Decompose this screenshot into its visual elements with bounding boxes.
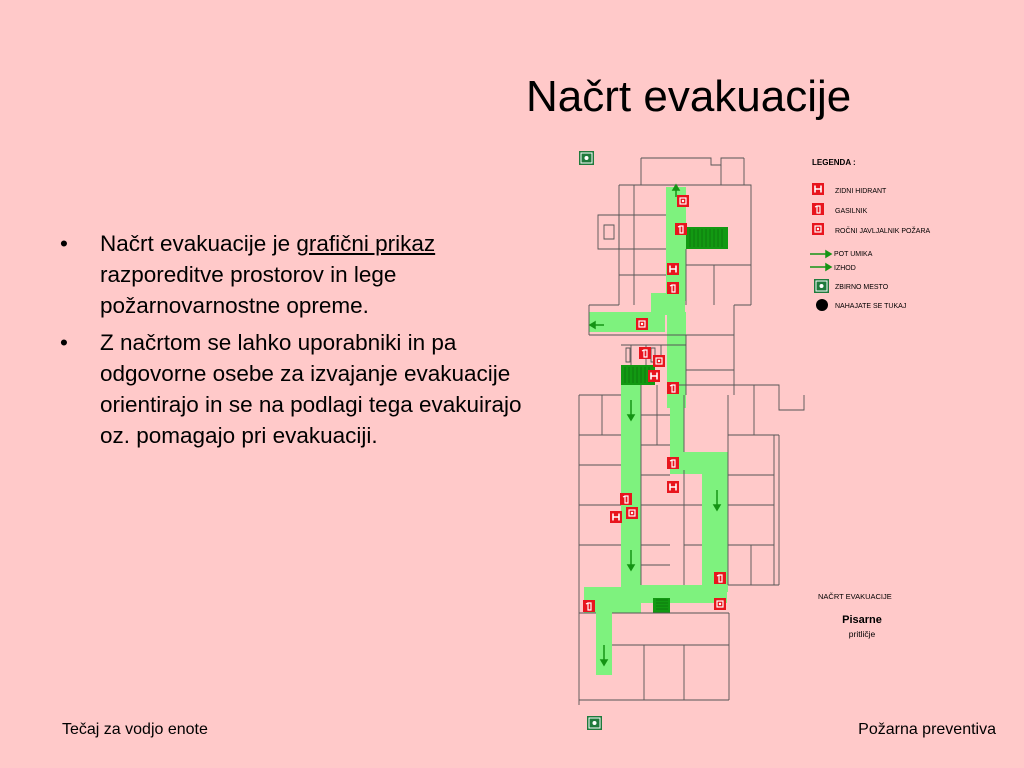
footer-right-text: Požarna preventiva [858, 721, 996, 738]
legend-item-exit: IZHOD [834, 265, 856, 272]
you-are-here-icon [816, 299, 828, 311]
slide-title: Načrt evakuacije [526, 72, 852, 121]
legend-item-you-are-here: NAHAJATE SE TUKAJ [835, 303, 907, 310]
plan-building-name: Pisarne [842, 614, 882, 626]
legend-item-escape-route: POT UMIKA [834, 251, 873, 258]
legend-item-hydrant: ZIDNI HIDRANT [835, 188, 887, 195]
evacuation-floor-plan [574, 145, 1014, 705]
bullet-item-1 [60, 228, 530, 321]
bullet-1-text-start: Načrt evakuacije je [100, 231, 297, 256]
plan-caption: NAČRT EVAKUACIJE [818, 592, 892, 601]
legend-item-fire-alarm: ROČNI JAVLJALNIK POŽARA [835, 228, 931, 235]
escape-route-arrow-icon [810, 251, 831, 257]
bullet-1-text-end: razporeditve prostorov in lege požarnovarnostne opreme. [100, 262, 397, 318]
footer-assembly-point-icon [587, 716, 602, 730]
legend-item-extinguisher: GASILNIK [835, 208, 868, 215]
plan-legend [810, 158, 931, 311]
legend-item-assembly-point: ZBIRNO MESTO [835, 284, 889, 291]
bullet-1-underlined-term: grafični prikaz [296, 231, 436, 256]
legend-title: LEGENDA : [812, 158, 856, 167]
exit-arrow-icon [810, 264, 831, 270]
plan-floor-name: pritličje [848, 629, 876, 639]
bullet-list [60, 228, 530, 457]
footer-left-text: Tečaj za vodjo enote [62, 721, 208, 738]
bullet-item-2: • Z načrtom se lahko uporabniki in pa odgovorne osebe za izvajanje evakuacije orientirajo in se na podlagi tega evakuirajo oz. pomagajo pri evakuaciji. [60, 327, 530, 451]
